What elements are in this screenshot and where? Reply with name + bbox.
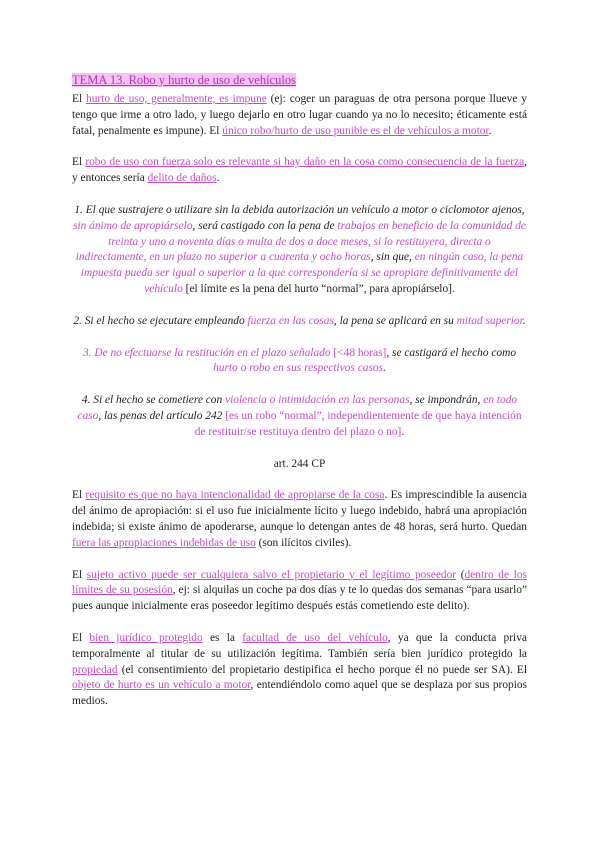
text: El: [72, 568, 87, 581]
text: El: [72, 93, 87, 105]
text: 3.: [82, 346, 95, 359]
highlight-text: en todo caso: [77, 394, 518, 422]
legal-quote: [72, 203, 527, 441]
highlight-text: hurto o robo en sus respectivos casos: [213, 362, 384, 375]
paragraph-bien-juridico: [72, 631, 527, 710]
text: El: [72, 489, 86, 502]
highlight-text: robo de uso con fuerza solo es relevante si hay daño en la cosa como consecuencia de la fuerza: [85, 156, 525, 169]
highlight-text: requisito es que no haya intencionalidad de apropiarse de la cosa: [85, 489, 385, 502]
text: (son ilícitos civiles).: [255, 536, 352, 549]
highlight-text: bien jurídico protegido: [89, 631, 203, 644]
highlight-text: objeto de hurto es un vehículo a motor: [72, 679, 251, 692]
highlight-text: fuerza en las cosas: [247, 314, 334, 327]
quote-item-3: [72, 346, 527, 378]
quote-item-2: [72, 314, 527, 330]
text: .: [216, 172, 220, 185]
text: El: [72, 631, 90, 644]
highlight-text: violencia o intimidación en las personas: [225, 394, 410, 407]
highlight-text: mitad superior: [456, 314, 523, 327]
highlight-text: fuera las apropiaciones indebidas de uso: [72, 536, 256, 549]
highlight-text: hurto de uso, generalmente, es impune: [86, 93, 267, 105]
text: El: [72, 156, 86, 169]
highlight-text: dentro de los límites de su posesión: [72, 568, 527, 597]
text: , ya que la conducta priva temporalmente al titular de su utilización legítima. También sería bien jurídico protegido la: [72, 631, 527, 660]
text: .: [401, 425, 405, 438]
page-title: TEMA 13. Robo y hurto de uso de vehículos: [72, 73, 296, 87]
highlight-text: [es un robo “normal”, independientemente de que haya intención de restituir/se restituya dentro del plazo o no]: [194, 409, 522, 438]
text: .: [383, 362, 386, 375]
highlight-text: sin ánimo de apropiárselo: [73, 219, 193, 232]
text: , se impondrán,: [409, 394, 484, 407]
paragraph-hurto-de-uso: [72, 92, 527, 139]
text: , sin que,: [370, 251, 415, 264]
paragraph-robo-fuerza: [72, 155, 527, 187]
highlight-text: en ningún caso, la pena impuesta pueda ser igual o superior a la que correspondería si se apropiare definitivamente del vehículo: [80, 251, 524, 295]
text: , las penas del artículo 242: [98, 409, 226, 422]
highlight-text: facultad de uso del vehículo: [242, 631, 388, 644]
highlight-text: propiedad: [72, 663, 118, 676]
text: , y entonces sería: [72, 156, 527, 185]
highlight-text: [<48 horas]: [330, 346, 387, 359]
quote-item-1: [72, 203, 527, 298]
text: , se castigará el hecho como: [386, 346, 517, 359]
paragraph-sujeto-activo: [72, 568, 527, 615]
highlight-text: trabajos en beneficio de la comunidad de treinta y uno a noventa días o multa de dos a doce meses, si lo restituyera, directa o indirectamente, en un plazo no superior a cuarenta y ocho horas: [75, 219, 526, 264]
highlight-text: delito de daños: [147, 172, 217, 185]
text: , la pena se aplicará en su: [333, 314, 457, 327]
text: [el límite es la pena del hurto “normal”, para apropiárselo].: [182, 282, 455, 295]
text: (el consentimiento del propietario destipifica el hecho porque él no puede ser SA). El: [117, 663, 527, 676]
text: (: [456, 568, 465, 581]
highlight-text: De no efectuarse la restitución en el plazo señalado: [94, 346, 331, 359]
text: 2. Si el hecho se ejecutare empleando: [73, 314, 248, 327]
highlight-text: único robo/hurto de uso punible es el de vehículos a motor: [222, 124, 489, 137]
title-line: [72, 72, 527, 90]
paragraph-requisito: [72, 488, 527, 551]
text: 1. El que sustrajere o utilizare sin la debida autorización un vehículo a motor o ciclomotor ajenos,: [74, 203, 525, 216]
text: es la: [202, 631, 243, 644]
text: (ej: coger un paraguas de otra persona porque llueve y tengo que irme a otro lado, y luego dejarlo en otro lugar cuando ya no lo necesito; éticamente está fatal, penalmente es impune). El: [72, 93, 527, 137]
text: .: [488, 124, 492, 137]
document-page: [72, 72, 527, 710]
text: 4. Si el hecho se cometiere con: [81, 394, 226, 407]
text: .: [522, 314, 526, 327]
quote-item-4: [72, 393, 527, 440]
text: , será castigado con la pena de: [192, 219, 338, 232]
text: , entendiéndolo como aquel que se desplaza por sus propios medios.: [72, 679, 527, 708]
text: . Es imprescindible la ausencia del ánimo de apropiación: si el uso fue inicialmente lícito y luego indebido, habrá una apropiación indebida; si existe ánimo de apoderarse, aunque lo detengan antes de 48 horas, será hurto. Quedan: [72, 489, 527, 533]
article-reference: art. 244 CP: [273, 457, 326, 470]
text: , ej: si alquilas un coche pa dos días y te lo quedas dos semanas “para usarlo” pues aunque inicialmente eras poseedor legítimo después estás cometiendo este delito).: [72, 584, 528, 613]
highlight-text: sujeto activo puede ser cualquiera salvo el propietario y el legítimo poseedor: [86, 568, 457, 581]
